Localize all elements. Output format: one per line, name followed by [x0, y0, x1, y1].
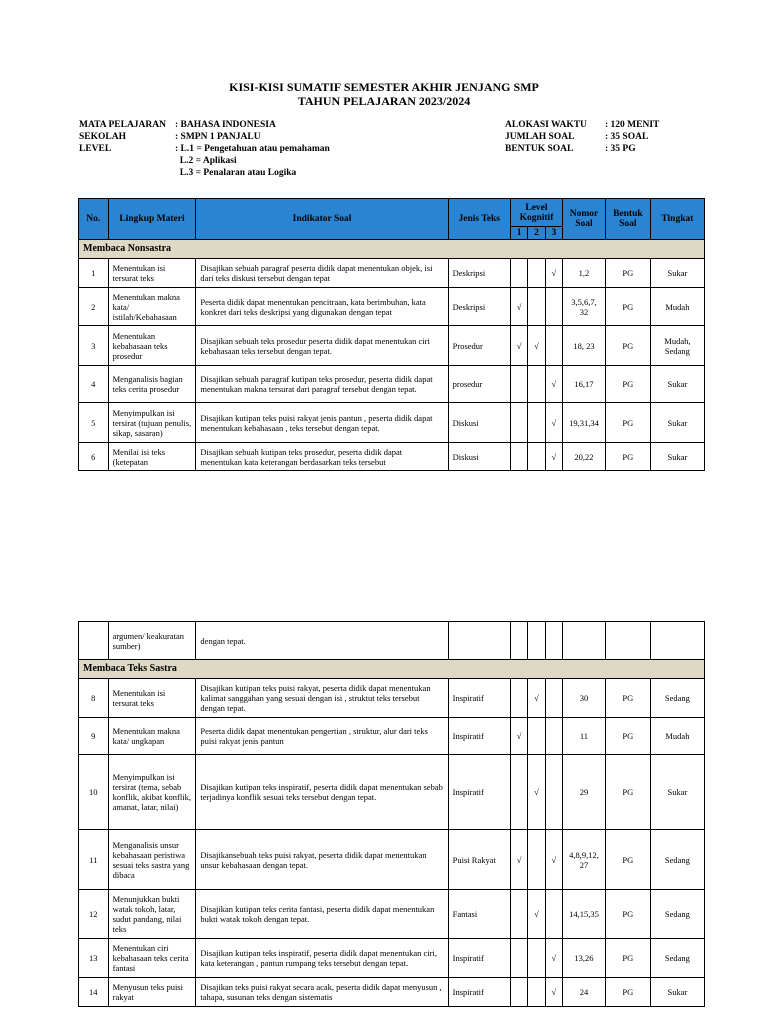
level3-cell [545, 679, 562, 718]
level3-cell [545, 326, 562, 366]
meta-row [505, 131, 659, 143]
level2-cell [528, 978, 545, 1007]
meta-key: BENTUK SOAL [505, 144, 574, 154]
header-nomor: Nomor Soal [563, 199, 606, 240]
level1-cell [510, 679, 527, 718]
jenis-cell: Fantasi [448, 890, 510, 939]
level1-cell [510, 366, 527, 403]
tingkat-cell: Sedang [650, 679, 704, 718]
meta-value: : 120 MENIT [605, 120, 660, 130]
header-bentuk: Bentuk Soal [605, 199, 650, 240]
materi-cell: Menyimpulkan isi tersirat (tujuan penulis, sikap, sasaran) [108, 403, 196, 443]
bentuk-cell: PG [605, 755, 650, 830]
bentuk-cell: PG [605, 366, 650, 403]
meta-row [79, 119, 330, 131]
level2-cell [528, 366, 545, 403]
row-number: 10 [79, 755, 109, 830]
tingkat-cell: Mudah [650, 288, 704, 326]
table-row [79, 403, 705, 443]
meta-key: JUMLAH SOAL [505, 132, 575, 142]
indikator-cell: Disajikan sebuah paragraf peserta didik dapat menentukan objek, isi dari teks diskusi tersebut dengan tepat [196, 259, 448, 288]
level3-cell: √ [545, 443, 562, 471]
header-l2: 2 [528, 227, 545, 240]
materi-cell: Menentukan isi tersurat teks [108, 259, 196, 288]
bentuk-cell: PG [605, 679, 650, 718]
level3-cell: √ [545, 939, 562, 978]
tingkat-cell: Sukar [650, 366, 704, 403]
row-number: 8 [79, 679, 109, 718]
materi-cell: Menilai isi teks (ketepatan [108, 443, 196, 471]
bentuk-cell: PG [605, 443, 650, 471]
left-meta [79, 119, 330, 179]
row-number: 6 [79, 443, 109, 471]
table-row [79, 890, 705, 939]
row-number: 13 [79, 939, 109, 978]
level3-cell: √ [545, 366, 562, 403]
table-row [79, 259, 705, 288]
level2-cell [528, 288, 545, 326]
table-row [79, 755, 705, 830]
nomor-cell: 4,8,9,12, 27 [563, 830, 606, 890]
materi-cell: Menentukan makna kata/ istilah/Kebahasaan [108, 288, 196, 326]
meta-row [505, 119, 659, 131]
indikator-cell: Disajikan kutipan teks cerita fantasi, peserta didik dapat menentukan bukti watak tokoh dengan tepat. [196, 890, 448, 939]
level2-cell: √ [528, 326, 545, 366]
materi-cell: Menunjukkan bukti watak tokoh, latar, sudut pandang, nilai teks [108, 890, 196, 939]
bentuk-cell: PG [605, 830, 650, 890]
level3-cell [545, 890, 562, 939]
jenis-cell: Deskripsi [448, 259, 510, 288]
nomor-cell: 16,17 [563, 366, 606, 403]
level1-cell [510, 259, 527, 288]
level2-cell [528, 939, 545, 978]
tingkat-cell: Sedang [650, 939, 704, 978]
tingkat-cell: Sukar [650, 755, 704, 830]
level2-cell: √ [528, 755, 545, 830]
row-number: 3 [79, 326, 109, 366]
jenis-cell: Inspiratif [448, 755, 510, 830]
bentuk-cell: PG [605, 978, 650, 1007]
jenis-cell: Deskripsi [448, 288, 510, 326]
materi-cell: Menentukan isi tersurat teks [108, 679, 196, 718]
indikator-cell: Disajikan kutipan teks inspiratif, peserta didik dapat menentukan ciri, kata keterangan , pantun rumpang teks tersebut dengan tepat. [196, 939, 448, 978]
header-materi: Lingkup Materi [108, 199, 196, 240]
header-indikator: Indikator Soal [196, 199, 448, 240]
meta-value: : SMPN 1 PANJALU [175, 132, 261, 142]
level2-cell: √ [528, 679, 545, 718]
cont-materi: argumen/ keakuratan sumber) [108, 622, 196, 660]
document-subtitle: TAHUN PELAJARAN 2023/2024 [297, 94, 471, 108]
nomor-cell: 3,5,6,7, 32 [563, 288, 606, 326]
jenis-cell: Inspiratif [448, 978, 510, 1007]
section-nonsastra: Membaca Nonsastra [79, 240, 705, 259]
nomor-cell: 14,15,35 [563, 890, 606, 939]
meta-value: : 35 SOAL [605, 132, 649, 142]
level3-cell: √ [545, 978, 562, 1007]
indikator-cell: Disajikan kutipan teks puisi rakyat, peserta didik dapat menentukan kalimat sanggahan yang sesuai dengan isi , struktut teks tersebut dengan tepat. [196, 679, 448, 718]
indikator-cell: Disajikan sebuah paragraf kutipan teks prosedur, peserta didik dapat menentukan makna tersurat dari paragraf tersebut dengan tepat. [196, 366, 448, 403]
jenis-cell: Prosedur [448, 326, 510, 366]
row-number: 11 [79, 830, 109, 890]
nomor-cell: 29 [563, 755, 606, 830]
meta-key: SEKOLAH [79, 132, 126, 142]
table-row [79, 679, 705, 718]
row-number: 4 [79, 366, 109, 403]
table-row [79, 326, 705, 366]
meta-value: L.2 = Aplikasi [175, 156, 237, 166]
table-row [79, 288, 705, 326]
level1-cell: √ [510, 326, 527, 366]
level2-cell [528, 403, 545, 443]
level3-cell: √ [545, 259, 562, 288]
bentuk-cell: PG [605, 259, 650, 288]
indikator-cell: Disajikan sebuah teks prosedur peserta didik dapat menentukan ciri kebahasaan teks tersebut dengan tepat. [196, 326, 448, 366]
indikator-cell: Disajikansebuah teks puisi rakyat, peserta didik dapat menentukan unsur kebahasaan dengan tepat. [196, 830, 448, 890]
indikator-cell: Peserta didik dapat menentukan pengertian , struktur, alur dari teks puisi rakyat jenis pantun [196, 718, 448, 755]
meta-key: ALOKASI WAKTU [505, 120, 587, 130]
row-number: 1 [79, 259, 109, 288]
materi-cell: Menentukan ciri kebahasaan teks cerita fantasi [108, 939, 196, 978]
bentuk-cell: PG [605, 326, 650, 366]
nomor-cell: 13,26 [563, 939, 606, 978]
meta-value: : BAHASA INDONESIA [175, 120, 276, 130]
materi-cell: Menyimpulkan isi tersirat (tema, sebab konflik, akibat konflik, amanat, latar, nilai) [108, 755, 196, 830]
cont-no [79, 622, 109, 660]
level1-cell [510, 403, 527, 443]
table-row [79, 366, 705, 403]
level1-cell [510, 443, 527, 471]
nomor-cell: 24 [563, 978, 606, 1007]
meta-row [79, 143, 330, 155]
nomor-cell: 1,2 [563, 259, 606, 288]
level2-cell [528, 259, 545, 288]
header-l1: 1 [510, 227, 527, 240]
meta-value: L.3 = Penalaran atau Logika [175, 168, 297, 178]
indikator-cell: Peserta didik dapat menentukan pencitraan, kata berimbuhan, kata konkret dari teks deskripsi yang digunakan dengan tepat [196, 288, 448, 326]
tingkat-cell: Sukar [650, 403, 704, 443]
right-meta [505, 119, 659, 155]
meta-key [79, 155, 175, 167]
nomor-cell: 30 [563, 679, 606, 718]
tingkat-cell: Sedang [650, 890, 704, 939]
level3-cell [545, 755, 562, 830]
level1-cell: √ [510, 830, 527, 890]
kisi-kisi-table-page-2 [78, 621, 705, 1007]
tingkat-cell: Sukar [650, 978, 704, 1007]
bentuk-cell: PG [605, 403, 650, 443]
meta-key: LEVEL [79, 144, 112, 154]
jenis-cell: Puisi Rakyat [448, 830, 510, 890]
level1-cell [510, 890, 527, 939]
level1-cell [510, 939, 527, 978]
bentuk-cell: PG [605, 939, 650, 978]
level1-cell: √ [510, 718, 527, 755]
nomor-cell: 19,31,34 [563, 403, 606, 443]
bentuk-cell: PG [605, 718, 650, 755]
materi-cell: Menganalisis unsur kebahasaan peristiwa sesuai teks sastra yang dibaca [108, 830, 196, 890]
indikator-cell: Disajikan kutipan teks puisi rakyat jenis pantun , peserta didik dapat menentukan kebahasaan , teks tersebut dengan tepat. [196, 403, 448, 443]
jenis-cell: Inspiratif [448, 718, 510, 755]
materi-cell: Menganalisis bagian teks cerita prosedur [108, 366, 196, 403]
level1-cell: √ [510, 288, 527, 326]
jenis-cell: Diskusi [448, 443, 510, 471]
tingkat-cell: Sukar [650, 259, 704, 288]
level1-cell [510, 978, 527, 1007]
meta-row [79, 167, 330, 179]
table-row [79, 939, 705, 978]
header-l3: 3 [545, 227, 562, 240]
indikator-cell: Disajikan teks puisi rakyat secara acak, peserta didik dapat menyusun , tahapa, susunan teks dengan sistematis [196, 978, 448, 1007]
tingkat-cell: Sukar [650, 443, 704, 471]
indikator-cell: Disajikan kutipan teks inspiratif, peserta didik dapat menentukan sebab terjadinya konflik sesuai teks tersebut dengan tepat. [196, 755, 448, 830]
indikator-cell: Disajikan sebuah kutipan teks prosedur, peserta didik dapat menentukan kata keterangan berdasarkan teks tersebut [196, 443, 448, 471]
header-jenis: Jenis Teks [448, 199, 510, 240]
level3-cell [545, 718, 562, 755]
jenis-cell: Diskusi [448, 403, 510, 443]
section-sastra: Membaca Teks Sastra [79, 660, 705, 679]
meta-row [79, 155, 330, 167]
table-row [79, 443, 705, 471]
kisi-kisi-table-page-1 [78, 198, 705, 471]
row-number: 14 [79, 978, 109, 1007]
meta-row [505, 143, 659, 155]
row-number: 2 [79, 288, 109, 326]
tingkat-cell: Mudah, Sedang [650, 326, 704, 366]
level2-cell [528, 718, 545, 755]
nomor-cell: 18, 23 [563, 326, 606, 366]
level2-cell [528, 830, 545, 890]
bentuk-cell: PG [605, 288, 650, 326]
nomor-cell: 20,22 [563, 443, 606, 471]
meta-key: MATA PELAJARAN [79, 120, 166, 130]
level1-cell [510, 755, 527, 830]
table-row [79, 830, 705, 890]
materi-cell: Menyusun teks puisi rakyat [108, 978, 196, 1007]
materi-cell: Menentukan kebahasaan teks prosedur [108, 326, 196, 366]
bentuk-cell: PG [605, 890, 650, 939]
header-level: Level Kognitif [510, 199, 562, 227]
table-row [79, 718, 705, 755]
meta-value: : 35 PG [605, 144, 636, 154]
row-number: 5 [79, 403, 109, 443]
tingkat-cell: Sedang [650, 830, 704, 890]
row-number: 12 [79, 890, 109, 939]
row-number: 9 [79, 718, 109, 755]
header-no: No. [79, 199, 109, 240]
jenis-cell: Inspiratif [448, 939, 510, 978]
document-title: KISI-KISI SUMATIF SEMESTER AKHIR JENJANG SMP [229, 80, 539, 94]
level3-cell: √ [545, 830, 562, 890]
level2-cell: √ [528, 890, 545, 939]
meta-key [79, 167, 175, 179]
table-row [79, 978, 705, 1007]
cont-indikator: dengan tepat. [196, 622, 448, 660]
level2-cell [528, 443, 545, 471]
jenis-cell: Inspiratif [448, 679, 510, 718]
meta-value: : L.1 = Pengetahuan atau pemahaman [175, 144, 330, 154]
level3-cell: √ [545, 403, 562, 443]
tingkat-cell: Mudah [650, 718, 704, 755]
meta-row [79, 131, 330, 143]
nomor-cell: 11 [563, 718, 606, 755]
level3-cell [545, 288, 562, 326]
materi-cell: Menentukan makna kata/ ungkapan [108, 718, 196, 755]
jenis-cell: prosedur [448, 366, 510, 403]
header-tingkat: Tingkat [650, 199, 704, 240]
